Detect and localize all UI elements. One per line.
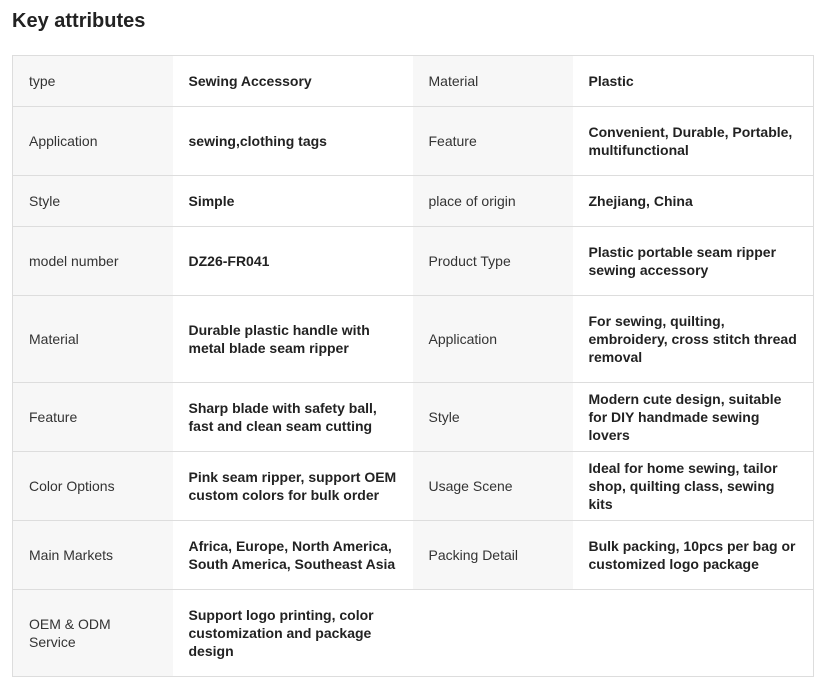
attribute-label: Color Options: [13, 452, 173, 521]
key-attributes-table: [12, 55, 814, 677]
attribute-label: Material: [413, 56, 573, 107]
attribute-label: Material: [13, 296, 173, 383]
attribute-value: Pink seam ripper, support OEM custom colors for bulk order: [173, 452, 413, 521]
table-row: [13, 296, 814, 383]
table-row: [13, 452, 814, 521]
attribute-value: Sewing Accessory: [173, 56, 413, 107]
attribute-label: Style: [413, 383, 573, 452]
attribute-value: For sewing, quilting, embroidery, cross stitch thread removal: [573, 296, 814, 383]
attribute-label: model number: [13, 227, 173, 296]
attribute-label: Usage Scene: [413, 452, 573, 521]
table-row: [13, 590, 814, 677]
attribute-value: Convenient, Durable, Portable, multifunctional: [573, 107, 814, 176]
table-row: [13, 56, 814, 107]
attribute-value: Modern cute design, suitable for DIY handmade sewing lovers: [573, 383, 814, 452]
empty-cell: [413, 590, 573, 677]
attribute-label: Feature: [13, 383, 173, 452]
attribute-value: DZ26-FR041: [173, 227, 413, 296]
attribute-value: Africa, Europe, North America, South America, Southeast Asia: [173, 521, 413, 590]
table-row: [13, 521, 814, 590]
attribute-label: Feature: [413, 107, 573, 176]
attribute-value: Bulk packing, 10pcs per bag or customized logo package: [573, 521, 814, 590]
attribute-label: place of origin: [413, 176, 573, 227]
attribute-label: OEM & ODM Service: [13, 590, 173, 677]
attribute-value: Zhejiang, China: [573, 176, 814, 227]
attribute-label: type: [13, 56, 173, 107]
attribute-value: Support logo printing, color customization and package design: [173, 590, 413, 677]
section-title: Key attributes: [12, 10, 146, 32]
attribute-value: Plastic portable seam ripper sewing accessory: [573, 227, 814, 296]
attribute-label: Style: [13, 176, 173, 227]
empty-cell: [573, 590, 814, 677]
attribute-label: Application: [13, 107, 173, 176]
attribute-value: sewing,clothing tags: [173, 107, 413, 176]
table-row: [13, 176, 814, 227]
table-row: [13, 107, 814, 176]
attribute-value: Sharp blade with safety ball, fast and clean seam cutting: [173, 383, 413, 452]
attribute-label: Main Markets: [13, 521, 173, 590]
attribute-label: Application: [413, 296, 573, 383]
attribute-value: Ideal for home sewing, tailor shop, quilting class, sewing kits: [573, 452, 814, 521]
attribute-value: Durable plastic handle with metal blade seam ripper: [173, 296, 413, 383]
attribute-label: Packing Detail: [413, 521, 573, 590]
table-row: [13, 383, 814, 452]
table-row: [13, 227, 814, 296]
attribute-value: Plastic: [573, 56, 814, 107]
attribute-value: Simple: [173, 176, 413, 227]
attribute-label: Product Type: [413, 227, 573, 296]
